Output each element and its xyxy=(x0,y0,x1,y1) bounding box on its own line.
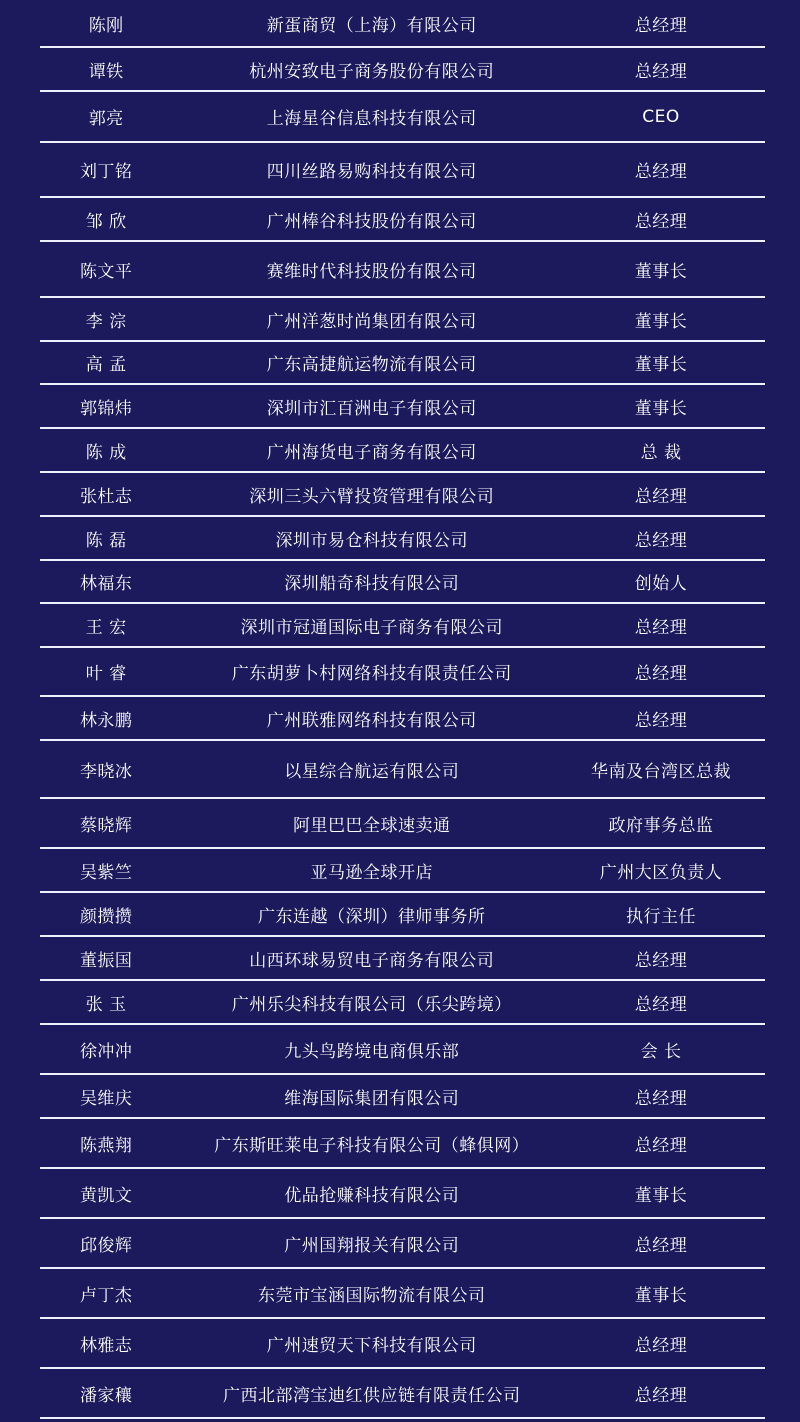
member-title: 总经理 xyxy=(634,211,688,232)
member-title: 会 长 xyxy=(640,1041,682,1062)
list-item xyxy=(40,937,765,981)
list-item xyxy=(40,561,765,604)
list-item xyxy=(40,242,765,298)
member-company: 优品抢赚科技有限公司 xyxy=(284,1185,460,1206)
member-company: 杭州安致电子商务股份有限公司 xyxy=(249,61,495,82)
list-item xyxy=(40,849,765,893)
member-list xyxy=(40,0,765,1419)
member-company: 亚马逊全球开店 xyxy=(310,862,433,883)
member-name: 张 玉 xyxy=(85,994,127,1015)
member-name: 徐冲冲 xyxy=(79,1041,133,1062)
member-title: 总经理 xyxy=(634,1088,688,1109)
list-item xyxy=(40,92,765,143)
list-item xyxy=(40,1269,765,1319)
member-company: 广州洋葱时尚集团有限公司 xyxy=(266,311,477,332)
member-title: 创始人 xyxy=(634,574,688,594)
member-company: 阿里巴巴全球速卖通 xyxy=(292,815,451,836)
member-name: 刘丁铭 xyxy=(79,162,133,182)
member-name: 谭铁 xyxy=(88,61,124,82)
list-item xyxy=(40,1025,765,1075)
member-company: 四川丝路易购科技有限公司 xyxy=(266,162,477,182)
list-item xyxy=(40,1219,765,1269)
member-title: 总经理 xyxy=(634,162,688,182)
member-company: 广州国翔报关有限公司 xyxy=(284,1235,460,1256)
member-company: 以星综合航运有限公司 xyxy=(284,761,460,782)
member-company: 深圳船奇科技有限公司 xyxy=(284,574,460,594)
member-name: 张杜志 xyxy=(79,486,133,507)
list-item xyxy=(40,1169,765,1219)
member-title: 总经理 xyxy=(634,15,688,36)
member-company: 山西环球易贸电子商务有限公司 xyxy=(249,950,495,971)
list-item xyxy=(40,604,765,648)
member-company: 深圳市汇百洲电子有限公司 xyxy=(266,398,477,419)
member-name: 吴维庆 xyxy=(79,1088,133,1109)
member-company: 广州速贸天下科技有限公司 xyxy=(266,1335,477,1356)
member-company: 广州乐尖科技有限公司（乐尖跨境） xyxy=(231,994,512,1015)
member-name: 吴紫竺 xyxy=(79,862,133,883)
member-title: 总经理 xyxy=(634,994,688,1015)
member-title: 广州大区负责人 xyxy=(599,862,723,883)
member-company: 维海国际集团有限公司 xyxy=(284,1088,460,1109)
member-name: 林永鹏 xyxy=(79,710,133,731)
member-company: 九头鸟跨境电商俱乐部 xyxy=(284,1041,460,1062)
member-name: 高 孟 xyxy=(85,355,127,375)
member-title: 总经理 xyxy=(634,664,688,684)
member-name: 颜攒攒 xyxy=(79,906,133,927)
list-item xyxy=(40,143,765,198)
member-name: 卢丁杰 xyxy=(79,1285,133,1306)
list-item xyxy=(40,893,765,937)
member-title: 总经理 xyxy=(634,710,688,731)
member-name: 陈刚 xyxy=(88,15,124,36)
member-name: 李晓冰 xyxy=(79,761,133,782)
member-title: 总经理 xyxy=(634,1385,688,1406)
member-name: 邱俊辉 xyxy=(79,1235,133,1256)
list-item xyxy=(40,0,765,48)
member-company: 广东斯旺莱电子科技有限公司（蜂俱网） xyxy=(214,1135,530,1156)
member-company: 广东胡萝卜村网络科技有限责任公司 xyxy=(231,664,512,684)
member-name: 邹 欣 xyxy=(85,211,127,232)
member-company: 新蛋商贸（上海）有限公司 xyxy=(266,15,477,36)
member-name: 陈燕翔 xyxy=(79,1135,133,1156)
member-company: 广西北部湾宝迪红供应链有限责任公司 xyxy=(222,1385,521,1406)
list-item xyxy=(40,429,765,473)
member-name: 潘家穰 xyxy=(79,1385,133,1406)
member-company: 广东高捷航运物流有限公司 xyxy=(266,355,477,375)
member-name: 陈 磊 xyxy=(85,530,127,551)
member-title: 董事长 xyxy=(634,1285,688,1306)
list-item xyxy=(40,385,765,429)
member-name: 郭锦炜 xyxy=(79,398,133,419)
member-title: 董事长 xyxy=(634,261,688,282)
member-name: 叶 睿 xyxy=(85,664,127,684)
member-name: 林福东 xyxy=(79,574,133,594)
member-company: 上海星谷信息科技有限公司 xyxy=(266,109,477,129)
member-company: 广州海货电子商务有限公司 xyxy=(266,442,477,463)
member-title: 总经理 xyxy=(634,61,688,82)
member-title: 董事长 xyxy=(634,1185,688,1206)
list-item xyxy=(40,1075,765,1119)
member-name: 陈文平 xyxy=(79,261,133,282)
member-company: 广东连越（深圳）律师事务所 xyxy=(257,906,486,927)
member-name: 陈 成 xyxy=(85,442,127,463)
member-title: 总经理 xyxy=(634,486,688,507)
list-item xyxy=(40,198,765,242)
list-item xyxy=(40,981,765,1025)
list-item xyxy=(40,741,765,799)
member-name: 郭亮 xyxy=(88,109,124,129)
member-name: 蔡晓辉 xyxy=(79,815,133,836)
member-company: 广州联雅网络科技有限公司 xyxy=(266,710,477,731)
member-title: 总经理 xyxy=(634,617,688,638)
member-company: 赛维时代科技股份有限公司 xyxy=(266,261,477,282)
list-item xyxy=(40,799,765,849)
member-title: CEO xyxy=(642,106,680,127)
member-company: 深圳三头六臂投资管理有限公司 xyxy=(249,486,495,507)
member-company: 深圳市冠通国际电子商务有限公司 xyxy=(240,617,503,638)
list-item xyxy=(40,48,765,92)
member-title: 执行主任 xyxy=(626,906,697,927)
member-title: 总经理 xyxy=(634,950,688,971)
member-title: 总经理 xyxy=(634,530,688,551)
member-title: 总经理 xyxy=(634,1235,688,1256)
member-title: 总 裁 xyxy=(640,442,682,463)
list-item xyxy=(40,298,765,342)
list-item xyxy=(40,648,765,697)
member-title: 总经理 xyxy=(634,1135,688,1156)
list-item xyxy=(40,1319,765,1369)
list-item xyxy=(40,1369,765,1419)
member-name: 王 宏 xyxy=(85,617,127,638)
member-title: 华南及台湾区总裁 xyxy=(591,761,732,782)
member-title: 董事长 xyxy=(634,398,688,419)
list-item xyxy=(40,473,765,517)
list-item xyxy=(40,697,765,741)
member-name: 李 淙 xyxy=(85,311,127,332)
list-item xyxy=(40,517,765,561)
member-name: 林雅志 xyxy=(79,1335,133,1356)
member-name: 董振国 xyxy=(79,950,133,971)
member-title: 董事长 xyxy=(634,355,688,375)
list-item xyxy=(40,1119,765,1169)
member-company: 东莞市宝涵国际物流有限公司 xyxy=(257,1285,486,1306)
member-title: 政府事务总监 xyxy=(608,815,714,836)
member-title: 董事长 xyxy=(634,311,688,332)
member-title: 总经理 xyxy=(634,1335,688,1356)
member-name: 黄凯文 xyxy=(79,1185,133,1206)
list-item xyxy=(40,342,765,385)
member-company: 广州棒谷科技股份有限公司 xyxy=(266,211,477,232)
member-company: 深圳市易仓科技有限公司 xyxy=(275,530,468,551)
